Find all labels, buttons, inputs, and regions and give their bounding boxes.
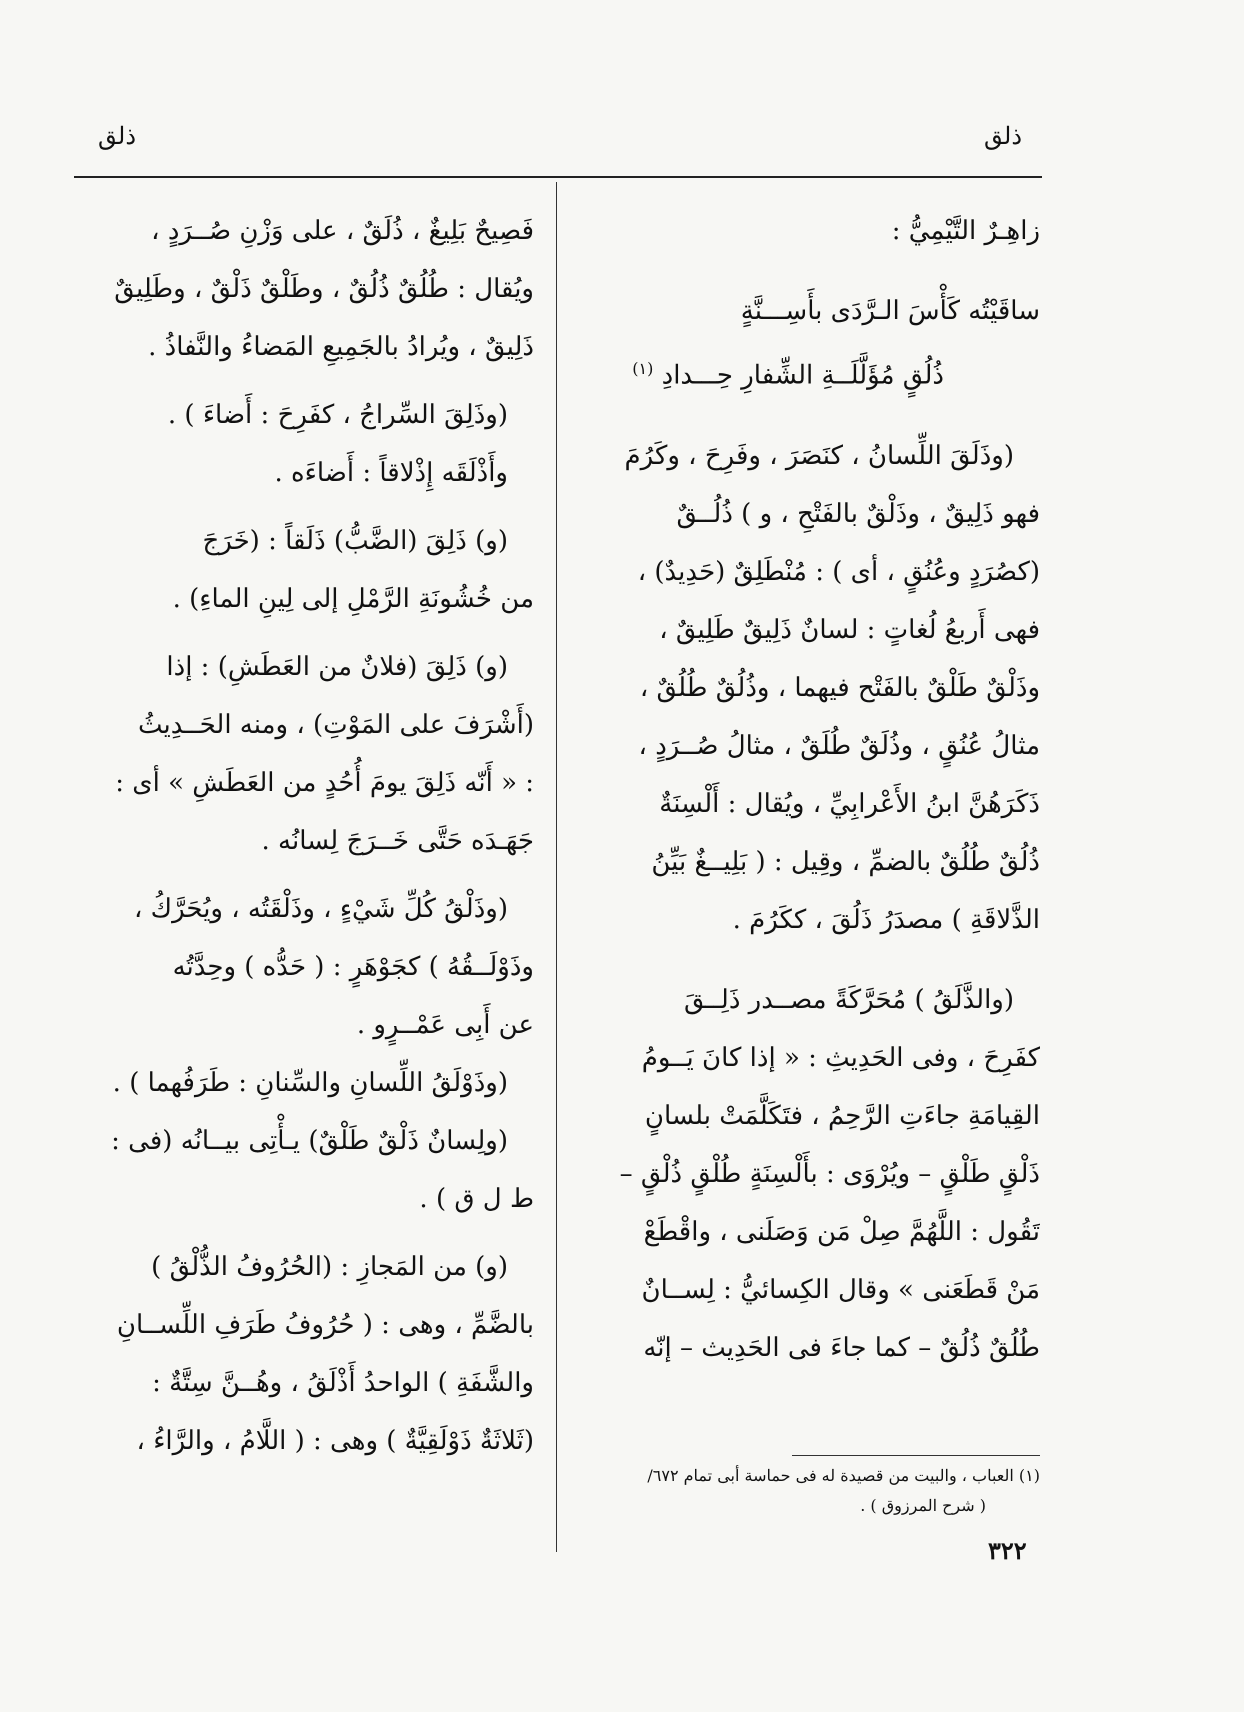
text-line: وذَلْقٌ طَلْقٌ بالفَتْح فيهما ، وذُلُقٌ طُلُقٌ ، bbox=[639, 672, 1040, 703]
column-divider bbox=[556, 182, 557, 1552]
text-line: مَنْ قَطَعَنى » وقال الكِسائيُّ : لِســانٌ bbox=[641, 1274, 1040, 1305]
text-line: (وذَلْقُ كُلِّ شَيْءٍ ، وذَلْقَتُه ، ويُحَرَّكُ ، bbox=[133, 894, 508, 924]
text-line: (وذَوْلَقُ اللِّسانِ والسِّنانِ : طَرَفُهما ) . bbox=[112, 1068, 508, 1098]
text-line: الذَّلاقَةِ ) مصدَرُ ذَلُقَ ، ككَرُمَ . bbox=[732, 904, 1040, 935]
text-line: وذَوْلَــقُهُ ) كجَوْهَرٍ : ( حَدُّه ) وحِدَّتُه bbox=[172, 952, 534, 982]
text-line: تَقُول : اللَّهُمَّ صِلْ مَن وَصَلَنى ، واقْطَعْ bbox=[643, 1216, 1040, 1247]
text-line: فهى أَربعُ لُغاتٍ : لسانٌ ذَلِيقٌ طَلِيقٌ ، bbox=[659, 614, 1040, 645]
running-head-left: ذلق bbox=[98, 122, 137, 150]
header-rule bbox=[74, 176, 1042, 178]
verse-line: ساقَيْتُه كَأْسَ الـرَّدَى بأَسِـــنَّةٍ bbox=[740, 296, 1040, 326]
text-line: ويُقال : طُلُقٌ ذُلُقٌ ، وطَلْقٌ ذَلْقٌ ، وطَلِيقٌ bbox=[114, 274, 534, 304]
text-line: زاهِـرٌ التَّيْمِيُّ : bbox=[891, 216, 1040, 246]
text-line: ذَكَرَهُنَّ ابنُ الأَعْرابِيِّ ، ويُقال : أَلْسِنَةٌ bbox=[659, 788, 1040, 819]
text-line: والشَّفَةِ ) الواحدُ أَذْلَقُ ، وهُــنَّ سِتَّةٌ : bbox=[152, 1368, 534, 1398]
text-line: ذُلُقٌ طُلُقٌ بالضمِّ ، وقِيل : ( بَلِيــغٌ بَيِّنُ bbox=[651, 846, 1040, 877]
text-line: كفَرِحَ ، وفى الحَدِيثِ : « إذا كانَ يَــومُ bbox=[641, 1042, 1040, 1073]
text-line: (وذَلِقَ السِّراجُ ، كفَرِحَ : أَضاءَ ) . bbox=[167, 400, 508, 430]
footnote-marker: (١) bbox=[632, 359, 654, 378]
text-line: (و) ذَلِقَ (الضَّبُّ) ذَلَقاً : (خَرَجَ bbox=[202, 526, 508, 556]
text-line: ذَلْقٍ طَلْقٍ – ويُرْوَى : بأَلْسِنَةٍ طُلْقٍ ذُلْقٍ – bbox=[619, 1158, 1040, 1189]
text-line: فَصِيحٌ بَلِيغٌ ، ذُلَقٌ ، على وَزْنِ صُــرَدٍ ، bbox=[151, 216, 534, 246]
text-line: (وذَلَقَ اللِّسانُ ، كنَصَرَ ، وفَرِحَ ، وكَرُمَ bbox=[624, 440, 1014, 471]
text-line: (ولِسانٌ ذَلْقٌ طَلْقٌ) يـأْتِى بيــانُه (فى : bbox=[111, 1126, 508, 1156]
running-head-right: ذلق bbox=[983, 122, 1022, 150]
page-number: ٣٢٢ bbox=[988, 1536, 1027, 1565]
text-line: عن أَبِى عَمْــرٍو . bbox=[356, 1010, 534, 1040]
text-line: مثالُ عُنُقٍ ، وذُلَقٌ طُلَقٌ ، مثالُ صُــرَدٍ ، bbox=[638, 730, 1040, 761]
text-line: ط ل ق ) . bbox=[419, 1184, 534, 1214]
right-column bbox=[584, 202, 1040, 1377]
text-line: (والذَّلَقُ ) مُحَرَّكَةً مصــدر ذَلِــقَ bbox=[683, 984, 1014, 1015]
text-line: جَهَـدَه حَتَّى خَــرَجَ لِسانُه . bbox=[261, 826, 534, 856]
text-line: القِيامَةِ جاءَتِ الرَّحِمُ ، فتَكَلَّمَتْ بلسانٍ bbox=[644, 1100, 1040, 1131]
footnote-line: (١) العباب ، والبيت من قصيدة له فى حماسة أبى تمام ٦٧٢/ bbox=[647, 1466, 1040, 1485]
text-line: (ثَلاثَةٌ ذَوْلَقِيَّةٌ ) وهى : ( اللَّامُ ، والرَّاءُ ، bbox=[136, 1426, 534, 1456]
text-line: ذَلِيقٌ ، ويُرادُ بالجَمِيعِ المَضاءُ والنَّفاذُ . bbox=[148, 332, 534, 362]
text-line: (كصُرَدٍ وعُنُقٍ ، أى ) : مُنْطَلِقٌ (حَدِيدٌ) ، bbox=[637, 556, 1040, 587]
text-line: : « أَنّه ذَلِقَ يومَ أُحُدٍ من العَطَشِ » أى : bbox=[115, 768, 534, 798]
text-line: وأَذْلَقَه إِذْلاقاً : أَضاءَه . bbox=[274, 458, 508, 488]
text-line: طُلُقٌ ذُلُقٌ – كما جاءَ فى الحَدِيث – إنّه bbox=[643, 1332, 1040, 1363]
left-column bbox=[74, 202, 534, 1470]
footnote-rule bbox=[792, 1455, 1040, 1456]
text-line: بالضَّمِّ ، وهى : ( حُرُوفُ طَرَفِ اللِّســانِ bbox=[116, 1310, 534, 1340]
text-line: (أَشْرَفَ على المَوْتِ) ، ومنه الحَــدِيثُ bbox=[137, 710, 534, 740]
verse-line: ذُلُقٍ مُؤَلَّلَــةِ الشِّفارِ حِـــدادِ $^{(١)}$ bbox=[632, 359, 944, 391]
text-line: من خُشُونَةِ الرَّمْلِ إلى لِينِ الماءِ) . bbox=[172, 584, 534, 614]
footnote-line: ( شرح المرزوق ) . bbox=[860, 1496, 986, 1515]
text-line: (و) من المَجازِ : (الحُرُوفُ الذُّلْقُ ) bbox=[151, 1252, 508, 1282]
text-line: فهو ذَلِيقٌ ، وذَلْقٌ بالفَتْحِ ، و ) ذُلُــقٌ bbox=[676, 498, 1040, 529]
text-line: (و) ذَلِقَ (فلانٌ من العَطَشِ) : إذا bbox=[166, 652, 508, 682]
